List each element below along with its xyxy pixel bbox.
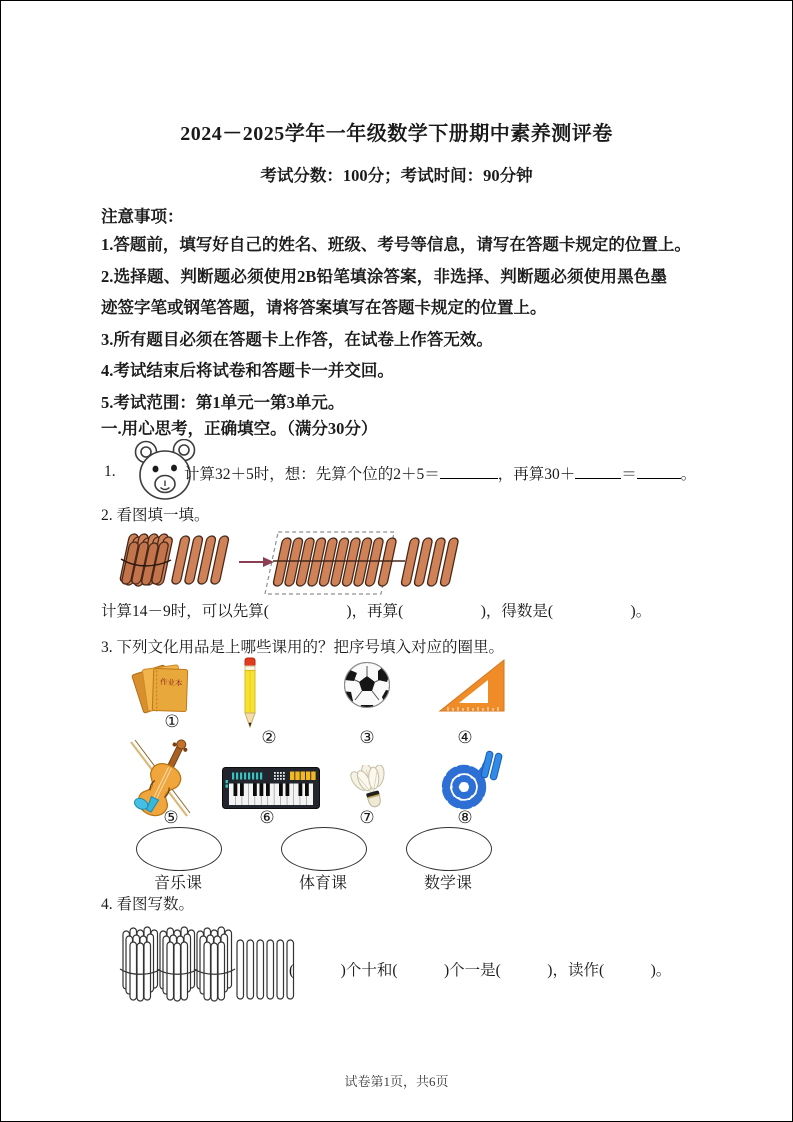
notices-list <box>101 229 693 418</box>
notebooks-icon <box>131 661 193 715</box>
q4-number: 4. <box>101 896 113 913</box>
answer-oval-pe <box>281 827 367 871</box>
q3-prompt-line <box>101 637 504 658</box>
notice-item-4: 4.考试结束后将试卷和答题卡一并交回。 <box>101 361 394 380</box>
page-title: 2024－2025学年一年级数学下册期中素养测评卷 <box>180 123 613 145</box>
q1-blank-1 <box>440 463 498 479</box>
q1-seg3: ＝ <box>621 466 637 483</box>
item-number-3: ③ <box>359 728 375 747</box>
q3-number: 3. <box>101 639 113 656</box>
electronic-keyboard-icon <box>222 767 320 809</box>
q2-prompt-line <box>101 505 210 526</box>
answer-oval-math <box>406 827 492 871</box>
q3-prompt: 下列文化用品是上哪些课用的？把序号填入对应的圈里。 <box>116 639 505 656</box>
q1-number: 1. <box>104 463 116 480</box>
item-number-4: ④ <box>457 728 473 747</box>
q1-seg2: ，再算30＋ <box>497 466 576 483</box>
pencil-icon <box>241 657 259 729</box>
oval-label-math: 数学课 <box>423 875 472 892</box>
item-number-1: ① <box>164 712 180 731</box>
oval-label-pe: 体育课 <box>298 875 347 892</box>
notice-item-2: 2.选择题、判断题必须使用2B铅笔填涂答案，非选择、判断题必须使用黑色墨迹签字笔或钢笔答题，请将答案填写在答题卡规定的位置上。 <box>101 266 667 317</box>
q4-prompt-line <box>101 894 194 915</box>
q2-number: 2. <box>101 507 113 524</box>
q1-text <box>184 463 696 485</box>
q1-blank-3 <box>637 463 681 479</box>
q1-seg4: 。 <box>680 466 697 483</box>
jump-rope-icon <box>437 749 503 813</box>
svg-text:作业本: 作业本 <box>159 677 183 688</box>
item-number-2: ② <box>261 728 277 747</box>
counting-sticks-14-minus-9-icon <box>113 528 465 600</box>
item-number-7: ⑦ <box>359 808 375 827</box>
q1-blank-2 <box>575 463 621 479</box>
notice-item-5: 5.考试范围：第1单元一第3单元。 <box>101 392 345 412</box>
notices-heading: 注意事项： <box>101 207 184 226</box>
notice-item-1: 1.答题前，填写好自己的姓名、班级、考号等信息，请写在答题卡规定的位置上。 <box>101 235 691 254</box>
soccer-ball-icon <box>342 660 392 710</box>
answer-oval-music <box>136 827 222 871</box>
q2-fill-line: 计算14－9时，可以先算( )，再算( )，得数是( )。 <box>101 603 652 620</box>
q1-seg1: 计算32＋5时，想：先算个位的2＋5＝ <box>184 466 440 483</box>
set-square-icon <box>438 658 508 714</box>
notice-item-3: 3.所有题目必须在答题卡上作答，在试卷上作答无效。 <box>101 329 493 349</box>
q4-fill-line: ( )个十和( )个一是( )，读作( )。 <box>289 962 672 979</box>
q4-prompt: 看图写数。 <box>116 896 195 913</box>
section-1-heading: 一.用心思考，正确填空。（满分30分） <box>101 419 378 438</box>
bundled-sticks-36-icon <box>119 923 297 1015</box>
item-number-8: ⑧ <box>457 808 473 827</box>
shuttlecock-icon <box>350 765 394 813</box>
q2-prompt: 看图填一填。 <box>116 507 210 524</box>
page-footer: 试卷第1页，共6页 <box>344 1074 449 1089</box>
item-number-5: ⑤ <box>163 808 179 827</box>
oval-label-music: 音乐课 <box>153 875 202 892</box>
violin-icon <box>127 734 197 819</box>
item-number-6: ⑥ <box>259 808 275 827</box>
exam-score-time: 考试分数：100分；考试时间：90分钟 <box>260 166 533 185</box>
